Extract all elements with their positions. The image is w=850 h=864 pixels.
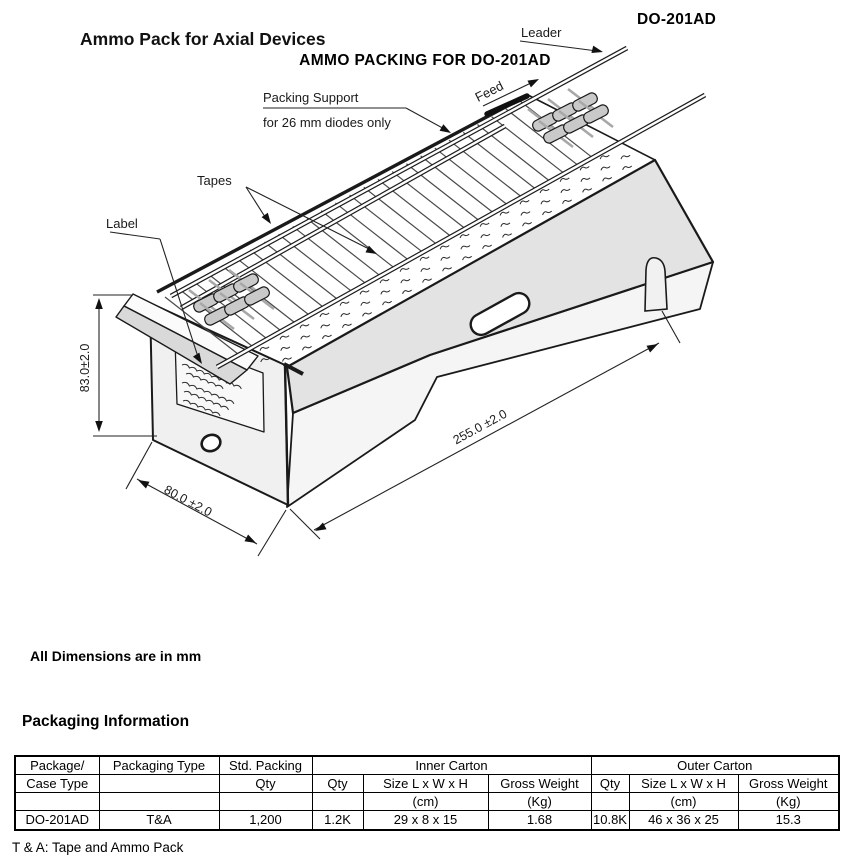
th-blank	[99, 775, 219, 793]
th-inner-size: Size L x W x H	[363, 775, 488, 793]
th-inner-qty: Qty	[312, 775, 363, 793]
th-package: Package/	[15, 756, 99, 775]
arrowhead	[647, 341, 660, 353]
cell-outer-size: 46 x 36 x 25	[629, 811, 738, 831]
th-case-type: Case Type	[15, 775, 99, 793]
cell-inner-size: 29 x 8 x 15	[363, 811, 488, 831]
cell-case-type: DO-201AD	[15, 811, 99, 831]
arrowhead	[136, 477, 149, 489]
th-outer-carton: Outer Carton	[591, 756, 839, 775]
arrowhead	[245, 534, 258, 546]
cell-packaging-type: T&A	[99, 811, 219, 831]
cell-outer-gross-weight: 15.3	[738, 811, 839, 831]
table-header-row-3	[15, 793, 839, 811]
cell-inner-qty: 1.2K	[312, 811, 363, 831]
th-blank	[591, 793, 629, 811]
th-inner-gross-weight: Gross Weight	[488, 775, 591, 793]
figure-title: Ammo Pack for Axial Devices	[80, 29, 326, 49]
th-outer-size-unit: (cm)	[629, 793, 738, 811]
table-header-row-1	[15, 756, 839, 775]
th-blank	[15, 793, 99, 811]
packaging-table	[14, 755, 840, 831]
th-outer-size: Size L x W x H	[629, 775, 738, 793]
cell-std-packing-qty: 1,200	[219, 811, 312, 831]
th-inner-size-unit: (cm)	[363, 793, 488, 811]
th-packaging-type: Packaging Type	[99, 756, 219, 775]
packing-support-label-line2: for 26 mm diodes only	[263, 115, 391, 130]
carton-faces-group	[116, 160, 713, 507]
page-title: AMMO PACKING FOR DO-201AD	[299, 52, 551, 69]
arrowhead	[95, 421, 103, 432]
th-outer-qty: Qty	[591, 775, 629, 793]
th-blank	[312, 793, 363, 811]
th-std-packing: Std. Packing	[219, 756, 312, 775]
width-dimension-label: 80.0 ±2.0	[161, 482, 215, 520]
packaging-information-heading: Packaging Information	[22, 713, 190, 730]
th-inner-weight-unit: (Kg)	[488, 793, 591, 811]
table-data-row	[15, 811, 839, 831]
arrowhead	[591, 46, 604, 56]
footnote: T & A: Tape and Ammo Pack	[12, 840, 184, 855]
carton-end-tab	[645, 258, 667, 311]
arrowhead	[95, 298, 103, 309]
height-dimension-label: 83.0±2.0	[78, 343, 92, 393]
th-outer-weight-unit: (Kg)	[738, 793, 839, 811]
packing-support-label-line1: Packing Support	[263, 90, 359, 105]
tapes-callout-label: Tapes	[197, 173, 232, 188]
table-header-row-2	[15, 775, 839, 793]
length-dimension-label: 255.0 ±2.0	[450, 406, 510, 448]
th-std-qty: Qty	[219, 775, 312, 793]
th-blank	[99, 793, 219, 811]
arrowhead	[527, 76, 540, 88]
leader-callout-label: Leader	[521, 25, 562, 40]
th-blank	[219, 793, 312, 811]
dimensions-note: All Dimensions are in mm	[30, 648, 202, 664]
cell-outer-qty: 10.8K	[591, 811, 629, 831]
th-inner-carton: Inner Carton	[312, 756, 591, 775]
th-outer-gross-weight: Gross Weight	[738, 775, 839, 793]
label-callout-label: Label	[106, 216, 138, 231]
feed-callout-label: Feed	[472, 78, 506, 105]
document-code: DO-201AD	[637, 11, 717, 28]
cell-inner-gross-weight: 1.68	[488, 811, 591, 831]
